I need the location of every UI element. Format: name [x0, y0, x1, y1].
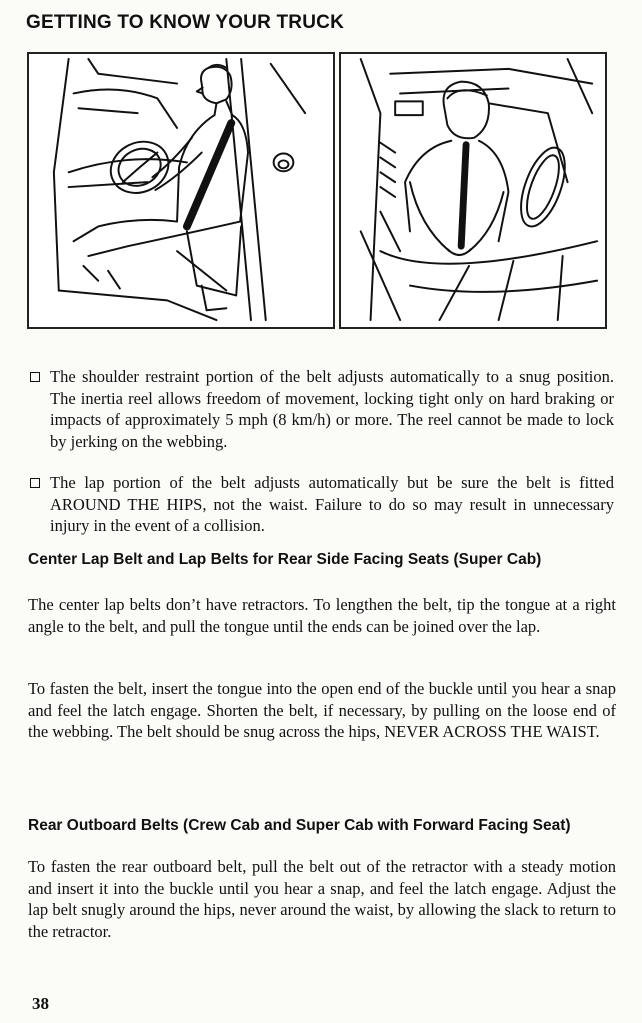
paragraph: To fasten the rear outboard belt, pull the belt out of the retractor with a steady motion and insert it into the buckle until you hear a snap, and feel the latch engage. Adjust the lap belt snugly around the hips, never around the waist, by allowing the slack to return to the retractor.	[28, 857, 616, 941]
passenger-buckling-drawing	[341, 54, 605, 327]
section-heading-rear-outboard-belts: Rear Outboard Belts (Crew Cab and Super Cab with Forward Facing Seat)	[28, 817, 571, 834]
paragraph: To fasten the belt, insert the tongue into the open end of the buckle until you hear a snap and feel the latch engage. Shorten the belt, if necessary, by pulling on the loose end of the webbing. The belt should be snug across the hips, NEVER ACROSS THE WAIST.	[28, 679, 616, 741]
bullet-text: The shoulder restraint portion of the belt adjusts automatically to a snug position. The inertia reel allows freedom of movement, locking tight only on hard braking or impacts of approximately 5 mph (8 km/h) or more. The reel cannot be made to lock by jerking on the webbing.	[50, 367, 614, 451]
section-heading-center-lap-belt: Center Lap Belt and Lap Belts for Rear Side Facing Seats (Super Cab)	[28, 551, 542, 568]
bullet-item-shoulder-restraint	[30, 366, 614, 452]
passenger-buckling-illustration	[339, 52, 607, 329]
driver-seatbelt-illustration	[27, 52, 335, 329]
paragraph: The center lap belts don’t have retractors. To lengthen the belt, tip the tongue at a right angle to the belt, and pull the tongue until the ends can be joined over the lap.	[28, 595, 616, 636]
checkbox-square-icon	[30, 478, 40, 488]
page-title: GETTING TO KNOW YOUR TRUCK	[26, 12, 344, 33]
checkbox-square-icon	[30, 372, 40, 382]
driver-seatbelt-drawing	[29, 54, 333, 327]
page-number: 38	[32, 994, 49, 1013]
bullet-item-lap-portion	[30, 472, 614, 537]
bullet-text: The lap portion of the belt adjusts automatically but be sure the belt is fitted AROUND THE HIPS, not the waist. Failure to do so may result in unnecessary injury in the event of a collision.	[50, 473, 614, 535]
